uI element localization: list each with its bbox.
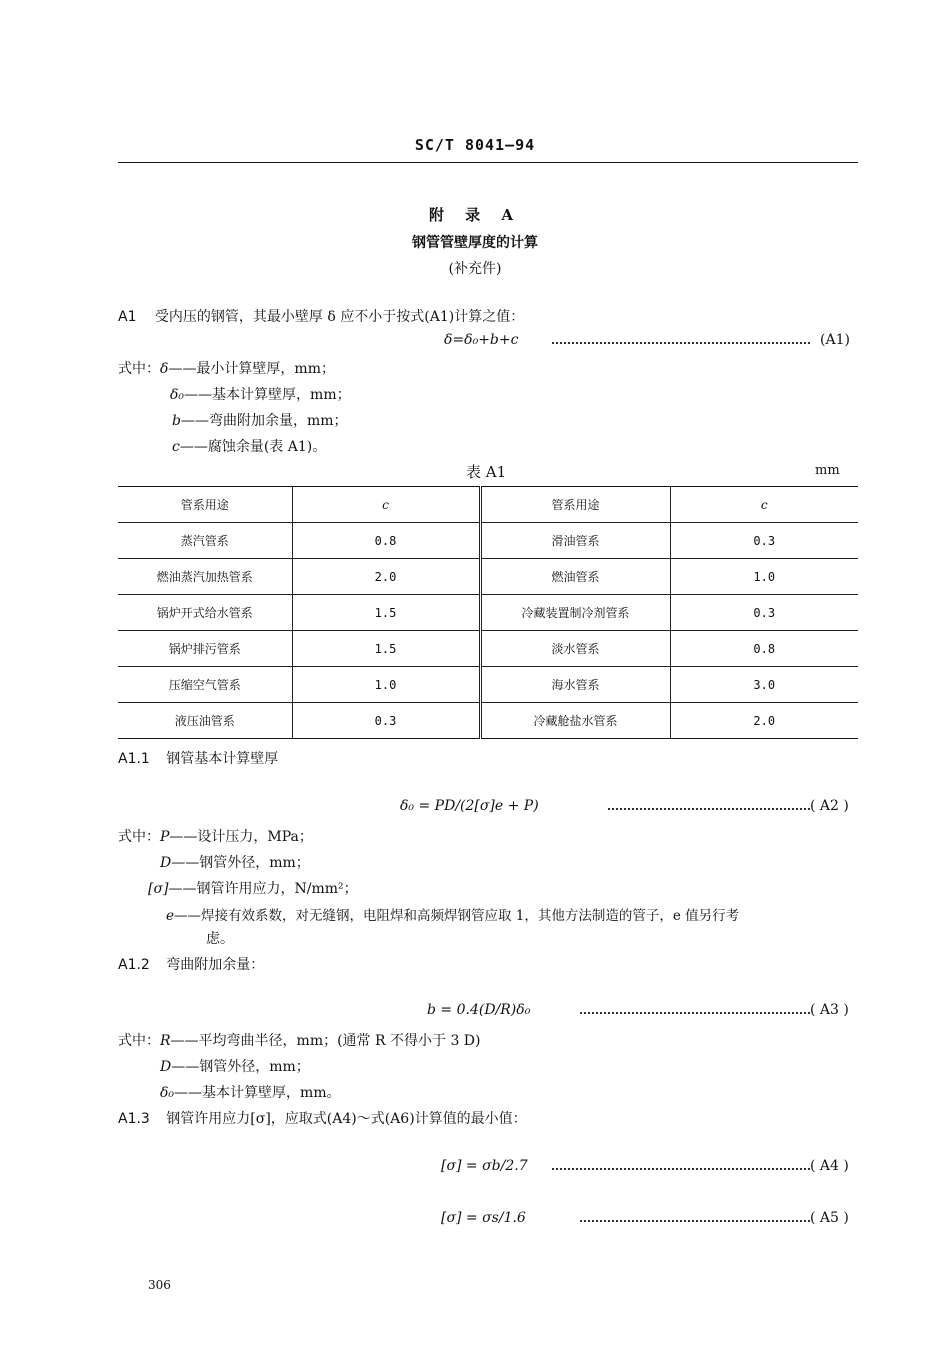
a11-heading: A1.1	[118, 751, 150, 767]
a12-leader-dots	[580, 1002, 810, 1014]
var-desc: ——基本计算壁厚，mm；	[184, 387, 351, 403]
appendix-title: 附 录 A	[428, 206, 522, 224]
table-cell: 1.5	[292, 595, 480, 631]
table-caption: 表 A1	[466, 463, 507, 481]
a12-var-row	[160, 1082, 341, 1102]
a11-formula-number: ( A2 )	[810, 798, 849, 814]
a13-formula-number-a4: ( A4 )	[810, 1158, 849, 1174]
a13-formula-number-a5: ( A5 )	[810, 1210, 849, 1226]
table-cell: 1.0	[292, 667, 480, 703]
table-row	[118, 523, 858, 559]
header-cell: c	[292, 487, 480, 523]
a12-paragraph	[118, 954, 264, 974]
a13-heading: A1.3	[118, 1111, 150, 1127]
a1-var-row	[170, 384, 351, 404]
var-symbol: D	[160, 855, 172, 871]
a11-title: 钢管基本计算壁厚	[166, 751, 279, 767]
var-desc: ——钢管许用应力，N/mm²；	[168, 881, 358, 897]
a12-title: 弯曲附加余量：	[166, 957, 265, 973]
a12-formula-number: ( A3 )	[810, 1002, 849, 1018]
var-desc: ——平均弯曲半径，mm；(通常 R 不得小于 3 D)	[170, 1033, 481, 1049]
var-symbol: D	[160, 1059, 172, 1075]
a11-paragraph	[118, 748, 278, 768]
a1-formula-number: (A1)	[820, 332, 850, 348]
table-cell: 淡水管系	[480, 631, 670, 667]
a5-leader-dots	[580, 1210, 810, 1222]
table-cell: 0.8	[292, 523, 480, 559]
table-header-row	[118, 487, 858, 523]
header-cell: c	[670, 487, 858, 523]
a13-formula-a4: [σ] = σb/2.7	[441, 1158, 528, 1174]
table-cell: 滑油管系	[480, 523, 670, 559]
a11-var-row	[118, 826, 313, 846]
a11-var-row	[166, 904, 739, 924]
where-label: 式中：	[118, 361, 160, 377]
table-cell: 冷藏舱盐水管系	[480, 703, 670, 739]
table-cell: 2.0	[670, 703, 858, 739]
a11-formula: δ₀ = PD/(2[σ]e + P)	[400, 798, 539, 814]
a11-var-continuation: 虑。	[206, 931, 234, 947]
var-desc: ——腐蚀余量(表 A1)。	[179, 439, 327, 455]
table-cell: 0.3	[670, 595, 858, 631]
table-cell: 锅炉开式给水管系	[118, 595, 292, 631]
table-row	[118, 559, 858, 595]
a13-formula-a5: [σ] = σs/1.6	[441, 1210, 526, 1226]
var-desc: ——焊接有效系数，对无缝钢，电阻焊和高频焊钢管应取 1，其他方法制造的管子，e 值另行考	[174, 908, 740, 924]
var-symbol: [σ]	[148, 881, 169, 897]
a12-formula: b = 0.4(D/R)δ₀	[427, 1002, 531, 1018]
a11-var-row	[160, 852, 310, 872]
corrosion-allowance-table	[118, 486, 858, 739]
table-cell: 0.8	[670, 631, 858, 667]
var-desc: ——钢管外径，mm；	[171, 855, 310, 871]
a1-leader-dots	[552, 332, 810, 344]
table-row	[118, 703, 858, 739]
var-symbol: P	[160, 829, 170, 845]
var-desc: ——最小计算壁厚，mm；	[168, 361, 335, 377]
table-cell: 液压油管系	[118, 703, 292, 739]
table-row	[118, 631, 858, 667]
a11-var-row	[148, 878, 358, 898]
a11-leader-dots	[608, 798, 810, 810]
table-cell: 锅炉排污管系	[118, 631, 292, 667]
var-symbol: δ₀	[170, 387, 185, 403]
a12-var-row	[118, 1030, 481, 1050]
table-cell: 燃油蒸汽加热管系	[118, 559, 292, 595]
a1-var-row	[118, 358, 335, 378]
header-rule	[118, 162, 858, 163]
var-symbol: δ	[160, 361, 169, 377]
var-desc: ——弯曲附加余量，mm；	[180, 413, 348, 429]
table-cell: 海水管系	[480, 667, 670, 703]
a4-leader-dots	[552, 1158, 810, 1170]
a1-text: 受内压的钢管，其最小壁厚 δ 应不小于按式(A1)计算之值：	[154, 309, 525, 325]
table-cell: 0.3	[670, 523, 858, 559]
a1-heading: A1	[118, 309, 137, 325]
table-row	[118, 667, 858, 703]
appendix-subtitle: 钢管管壁厚度的计算	[412, 235, 538, 251]
where-label: 式中：	[118, 1033, 160, 1049]
var-desc: ——基本计算壁厚，mm。	[174, 1085, 341, 1101]
var-symbol: δ₀	[160, 1085, 175, 1101]
a12-heading: A1.2	[118, 957, 150, 973]
table-cell: 0.3	[292, 703, 480, 739]
var-symbol: c	[172, 439, 180, 455]
table-cell: 3.0	[670, 667, 858, 703]
standard-code: SC/T 8041—94	[414, 136, 536, 154]
a1-formula: δ=δ₀+b+c	[444, 332, 519, 348]
table-cell: 冷藏装置制冷剂管系	[480, 595, 670, 631]
a12-var-row	[160, 1056, 310, 1076]
header-cell: 管系用途	[480, 487, 670, 523]
table-cell: 1.0	[670, 559, 858, 595]
table-cell: 1.5	[292, 631, 480, 667]
var-desc: ——设计压力，MPa；	[169, 829, 313, 845]
table-cell: 压缩空气管系	[118, 667, 292, 703]
var-symbol: e	[166, 908, 174, 924]
header-cell: 管系用途	[118, 487, 292, 523]
a13-title: 钢管许用应力[σ]，应取式(A4)～式(A6)计算值的最小值：	[166, 1111, 527, 1127]
a1-paragraph	[118, 306, 524, 326]
table-row	[118, 595, 858, 631]
table-cell: 燃油管系	[480, 559, 670, 595]
a13-paragraph	[118, 1108, 527, 1128]
where-label: 式中：	[118, 829, 160, 845]
var-symbol: R	[160, 1033, 171, 1049]
var-symbol: b	[172, 413, 181, 429]
page-number: 306	[148, 1278, 171, 1292]
a1-var-row	[172, 410, 348, 430]
table-unit: mm	[815, 463, 840, 478]
table-cell: 2.0	[292, 559, 480, 595]
appendix-note: (补充件)	[448, 261, 502, 277]
a1-var-row	[172, 436, 326, 456]
table-cell: 蒸汽管系	[118, 523, 292, 559]
var-desc: ——钢管外径，mm；	[171, 1059, 310, 1075]
